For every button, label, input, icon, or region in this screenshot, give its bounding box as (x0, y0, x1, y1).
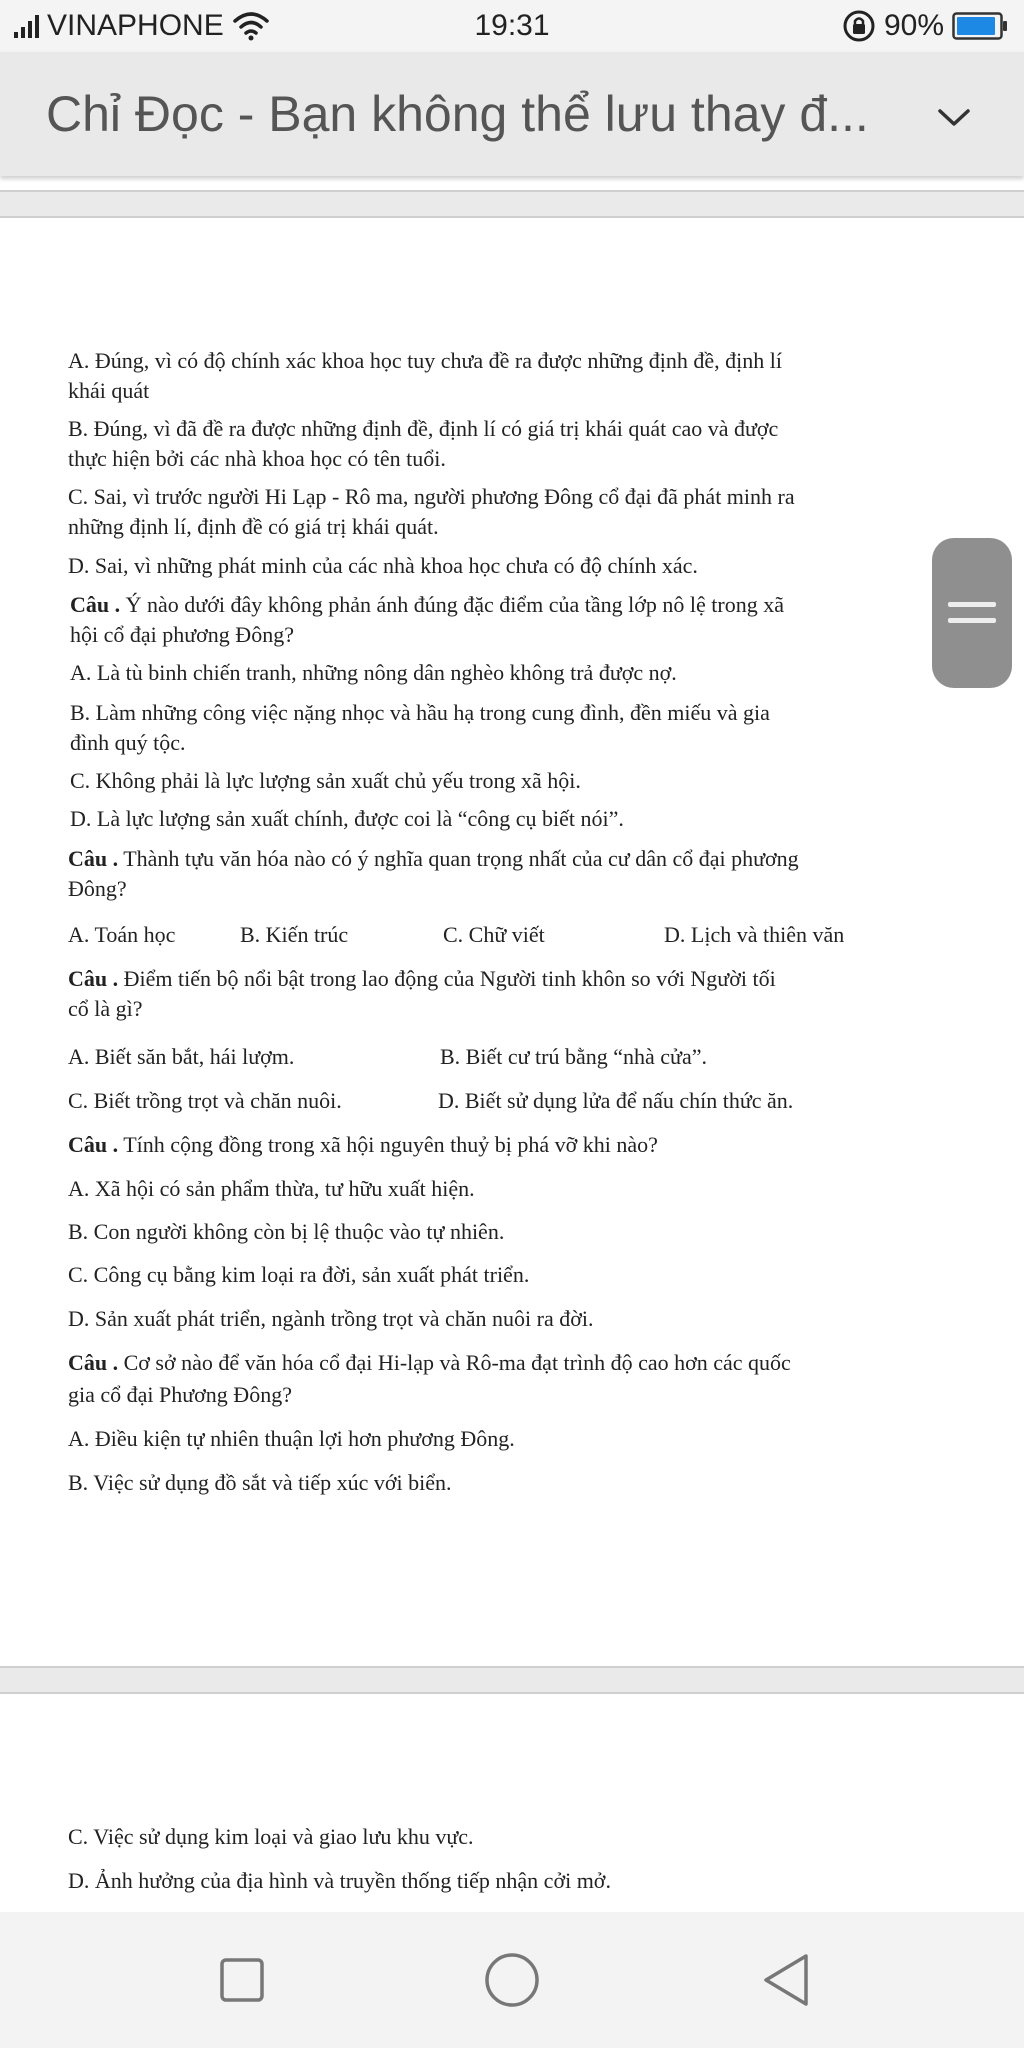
option-line: A. Xã hội có sản phẩm thừa, tư hữu xuất hiện. (68, 1176, 475, 1201)
question-label: Câu . (70, 592, 121, 617)
option-line: C. Chữ viết (443, 922, 545, 947)
question-text: Thành tựu văn hóa nào có ý nghĩa quan trọng nhất của cư dân cổ đại phương (118, 846, 799, 871)
option-line: A. Là tù binh chiến tranh, những nông dân nghèo không trả được nợ. (70, 660, 677, 685)
status-bar (0, 0, 1024, 52)
carrier-name: VINAPHONE (47, 9, 224, 42)
option-line: C. Sai, vì trước người Hi Lạp - Rô ma, người phương Đông cổ đại đã phát minh ra (68, 484, 795, 509)
question-label: Câu . (68, 846, 119, 871)
title-dropdown-button[interactable] (924, 88, 984, 148)
scroll-thumb[interactable] (932, 538, 1012, 688)
question-line: gia cổ đại Phương Đông? (68, 1382, 292, 1407)
page-separator (0, 1666, 1024, 1694)
question-line (68, 1348, 791, 1378)
option-line: D. Sai, vì những phát minh của các nhà khoa học chưa có độ chính xác. (68, 553, 698, 578)
document-title-bar (0, 52, 1024, 176)
option-line: B. Kiến trúc (240, 922, 349, 947)
question-label: Câu . (68, 966, 119, 991)
grip-line-icon (948, 618, 996, 623)
option-line: B. Biết cư trú bằng “nhà cửa”. (440, 1044, 707, 1069)
question-text: Cơ sở nào để văn hóa cổ đại Hi-lạp và Rô-ma đạt trình độ cao hơn các quốc (118, 1350, 791, 1375)
option-line: B. Làm những công việc nặng nhọc và hầu hạ trong cung đình, đền miếu và gia (70, 700, 770, 725)
navigation-bar (0, 1912, 1024, 2048)
option-line: D. Biết sử dụng lửa để nấu chín thức ăn. (438, 1088, 794, 1113)
option-line: D. Sản xuất phát triển, ngành trồng trọt và chăn nuôi ra đời. (68, 1306, 594, 1331)
option-line: A. Điều kiện tự nhiên thuận lợi hơn phương Đông. (68, 1426, 515, 1451)
status-right (842, 8, 1008, 44)
rotation-lock-icon (842, 9, 876, 43)
battery-percentage: 90% (883, 9, 944, 42)
grip-line-icon (948, 602, 996, 607)
option-line: C. Không phải là lực lượng sản xuất chủ yếu trong xã hội. (70, 768, 581, 793)
option-line: khái quát (68, 378, 150, 403)
question-line: hội cổ đại phương Đông? (70, 622, 294, 647)
recent-apps-icon (218, 1956, 266, 2004)
question-text: Ý nào dưới đây không phản ánh đúng đặc điểm của tầng lớp nô lệ trong xã (120, 592, 784, 617)
question-label: Câu . (68, 1132, 119, 1157)
option-line: thực hiện bởi các nhà khoa học có tên tuổi. (68, 446, 446, 471)
question-line (70, 590, 784, 620)
chevron-down-icon (937, 108, 971, 128)
option-line: B. Đúng, vì đã đề ra được những định đề, định lí có giá trị khái quát cao và được (68, 416, 779, 441)
option-line: C. Công cụ bằng kim loại ra đời, sản xuất phát triển. (68, 1262, 530, 1287)
option-line: những định lí, định đề có giá trị khái quát. (68, 514, 439, 539)
back-icon (760, 1952, 812, 2008)
document-title: Chỉ Đọc - Bạn không thể lưu thay đ... (46, 86, 869, 142)
question-text: Tính cộng đồng trong xã hội nguyên thuỷ bị phá vỡ khi nào? (118, 1132, 658, 1157)
option-line: C. Việc sử dụng kim loại và giao lưu khu vực. (68, 1824, 474, 1849)
option-line: A. Đúng, vì có độ chính xác khoa học tuy chưa đề ra được những định đề, định lí (68, 348, 782, 373)
page-separator (0, 190, 1024, 218)
question-label: Câu . (68, 1350, 119, 1375)
option-line: A. Biết săn bắt, hái lượm. (68, 1044, 295, 1069)
recent-apps-button[interactable] (206, 1944, 278, 2016)
status-clock: 19:31 (474, 9, 550, 42)
option-line: B. Con người không còn bị lệ thuộc vào tự nhiên. (68, 1219, 505, 1244)
option-line: D. Lịch và thiên văn (664, 922, 845, 947)
question-line (68, 844, 799, 874)
option-line: B. Việc sử dụng đồ sắt và tiếp xúc với biển. (68, 1470, 452, 1495)
question-line (68, 1130, 658, 1160)
home-button[interactable] (476, 1944, 548, 2016)
home-icon (482, 1950, 542, 2010)
battery-icon (952, 12, 1008, 40)
option-line: D. Là lực lượng sản xuất chính, được coi là “công cụ biết nói”. (70, 806, 624, 831)
question-line (68, 964, 776, 994)
question-line: cổ là gì? (68, 996, 143, 1021)
option-line: đình quý tộc. (70, 730, 186, 755)
option-line: A. Toán học (68, 922, 176, 947)
question-text: Điểm tiến bộ nổi bật trong lao động của Người tinh khôn so với Người tối (118, 966, 776, 991)
option-line: C. Biết trồng trọt và chăn nuôi. (68, 1088, 342, 1113)
option-line: D. Ảnh hưởng của địa hình và truyền thống tiếp nhận cởi mở. (68, 1868, 611, 1893)
question-line: Đông? (68, 876, 127, 901)
back-button[interactable] (750, 1944, 822, 2016)
